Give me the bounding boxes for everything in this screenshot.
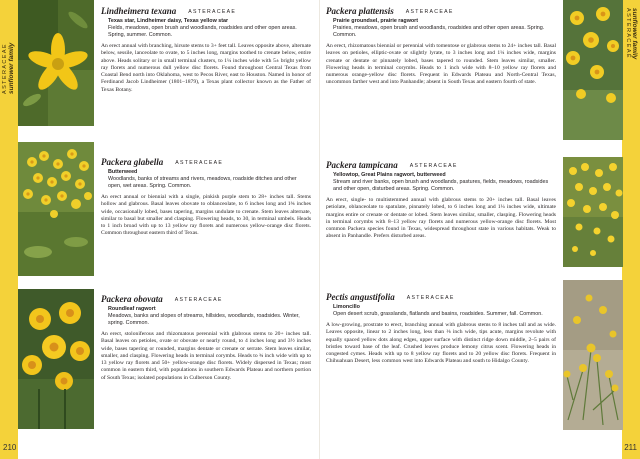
family-name: ASTERACEAE <box>174 297 223 303</box>
entry-heading <box>326 158 556 172</box>
entry-packera-obovata <box>101 292 311 382</box>
page-number: 211 <box>624 443 637 452</box>
entry-heading <box>101 4 311 18</box>
page-number: 210 <box>3 443 17 452</box>
entry-lindheimera-texana <box>101 4 311 94</box>
family-thumb-tab-left <box>0 0 18 459</box>
family-tab-text-left <box>2 8 16 94</box>
scientific-name: Packera obovata <box>101 294 163 304</box>
tab-common-label: sunflower family <box>8 42 15 94</box>
species-description: An erect, single- to multistemmed annual with glabrous stems to 20+ inches tall. Basal leaves petiolate, oblanceolate to spatulate, pinnately lobed, to 6 inches long and 1¼ inches wide, ultimate margins entire or crenate or dentate or lobed. Stem leaves similar, smaller, clasping. Flowering heads in terminal corymbs with 8–13 yellow ray florets and numerous yellow-orange disc florets. Most common Packera species found in Texas, widespread throughout state in various habitats. Weak to absent in Panhandle. Prefers disturbed areas. <box>326 197 556 240</box>
entry-heading <box>101 155 311 169</box>
family-name: ASTERACEAE <box>188 9 237 15</box>
species-description: An erect annual or biennial with a single, pinkish purple stem to 28+ inches tall. Stems hollow and glabrous. Basal leaves obovate to oblanceolate, to 6 inches long and 1¾ inches wide, occasionally lobed, bases tapering, margins undulate to crenate. Stem leaves alternate, similar to basal but smaller and clasping. Flowering heads, to 30, in terminal umbels. Heads to 1 inch broad with up to 13 yellow ray florets and numerous yellow-orange disc florets. Common throughout eastern third of Texas. <box>101 194 311 237</box>
photo-packera-glabella <box>18 142 94 276</box>
entry-pectis-angustifolia <box>326 290 556 366</box>
entry-packera-glabella <box>101 155 311 238</box>
scientific-name: Packera tampicana <box>326 160 398 170</box>
photo-lindheimera-texana <box>18 0 94 126</box>
common-names: Prairie groundsel, prairie ragwort <box>333 18 419 24</box>
family-name: ASTERACEAE <box>405 9 454 15</box>
common-names: Yellowtop, Great Plains ragwort, butterweed <box>333 172 446 178</box>
entry-heading <box>326 290 556 304</box>
species-description: A low-growing, prostrate to erect, branching annual with glabrous stems to 8 inches tall and as wide. Leaves opposite, linear to 2 inches long, less than ⅛ inch wide, tips acute, margins revolute with equally spaced yellow dots along edges, upper surface with distinct ridge down middle, 2–5 pairs of bristles toward base of the leaf. Crushed leaves produce lemony citrus scent. Flowering heads in congested cymes. Heads with up to 8 yellow ray florets and to 20 yellow disc florets. Frequent in Chihuahuan Desert, less common west into Edwards Plateau and south to Hidalgo County. <box>326 322 556 365</box>
common-names: Limoncillo <box>333 304 360 310</box>
common-names: Roundleaf ragwort <box>108 306 156 312</box>
family-tab-text-right <box>624 8 638 94</box>
tab-family-label: ASTERACEAE <box>625 8 631 59</box>
scientific-name: Pectis angustifolia <box>326 292 395 302</box>
entry-heading <box>326 4 556 18</box>
habitat-season: Prairies, meadows, open brush and woodlands, roadsides and other open areas. Spring. Common. <box>333 25 545 38</box>
scientific-name: Lindheimera texana <box>101 6 177 16</box>
photo-packera-tampicana <box>563 157 623 267</box>
photo-packera-obovata <box>18 289 94 429</box>
family-name: ASTERACEAE <box>406 295 455 301</box>
habitat-season: Fields, meadows, open brush and woodlands, roadsides and other open areas. Spring, summer. Common. <box>108 25 297 38</box>
family-name: ASTERACEAE <box>409 163 458 169</box>
scientific-name: Packera glabella <box>101 157 164 167</box>
entry-packera-tampicana <box>326 158 556 241</box>
common-names: Butterweed <box>108 169 138 175</box>
species-description: An erect annual with branching, hirsute stems to 3+ feet tall. Leaves opposite above, alternate below, sessile, lanceolate to ovate, to 5 inches long, margins toothed to crenate below, entire above. Heads solitary or in small terminal clusters, to 1¼ inches wide with 5± bright yellow ray florets and numerous dull yellow disc florets. Found throughout Central Texas from Coastal Bend north into Oklahoma, west to Pecos River, east to Houston. Named in honor of Ferdinand Jacob Lindheimer (1801–1879), a Texas plant collector known as the Father of Texas Botany. <box>101 43 311 93</box>
right-page <box>320 0 640 459</box>
entry-packera-plattensis <box>326 4 556 87</box>
habitat-season: Meadows, banks and slopes of streams, hillsides, woodlands, roadsides. Winter, spring. Common. <box>108 313 300 326</box>
species-description: An erect, rhizomatous biennial or perennial with tomentose or glabrous stems to 24+ inches tall. Basal leaves on petioles, elliptic-ovate or slightly lyrate, to 3 inches long and 1¼ inches wide, margins crenate or dentate or pinnately lobed, bases tapered to rounded. Stem leaves similar, smaller. Flowering heads in terminal corymbs. Heads to 1 inch wide with 8–10 yellow ray florets and numerous orange-yellow disc florets. Frequent in Edwards Plateau and North-Central Texas, uncommon farther west and into Panhandle; absent in South Texas and eastern fourth of state. <box>326 43 556 86</box>
tab-family-label: ASTERACEAE <box>2 43 8 94</box>
habitat-season: Stream and river banks, open brush and woodlands, pastures, fields, meadows, roadsides and other open, disturbed areas. Spring. Common. <box>333 179 549 192</box>
common-names: Texas star, Lindheimer daisy, Texas yellow star <box>108 18 229 24</box>
species-description: An erect, stoloniferous and rhizomatous perennial with glabrous stems to 20+ inches tall. Basal leaves on petioles, ovate or obovate or nearly round, to 4 inches long and 3½ inches wide, bases tapering or rounded, margins dentate or crenate or serrate. Stem leaves similar, smaller, and clasping. Flowering heads in terminal corymbs. Heads to ¾ inch wide with up to 13 yellow ray florets and 50+ yellow-orange disc florets. Widely dispersed in Texas; most common in eastern third, with populations in southern Edwards Plateau and northern portion of South Texas; isolated populations in Culberson County. <box>101 331 311 381</box>
photo-packera-plattensis <box>563 0 623 140</box>
entry-heading <box>101 292 311 306</box>
photo-pectis-angustifolia <box>563 280 623 430</box>
habitat-season: Woodlands, banks of streams and rivers, meadows, roadside ditches and other open, wet areas. Spring. Common. <box>108 176 297 189</box>
scientific-name: Packera plattensis <box>326 6 394 16</box>
tab-common-label: sunflower family <box>631 8 638 60</box>
habitat-season: Open desert scrub, grasslands, flatlands and basins, roadsides. Summer, fall. Common. <box>333 311 543 317</box>
family-name: ASTERACEAE <box>175 160 224 166</box>
family-thumb-tab-right <box>622 0 640 459</box>
